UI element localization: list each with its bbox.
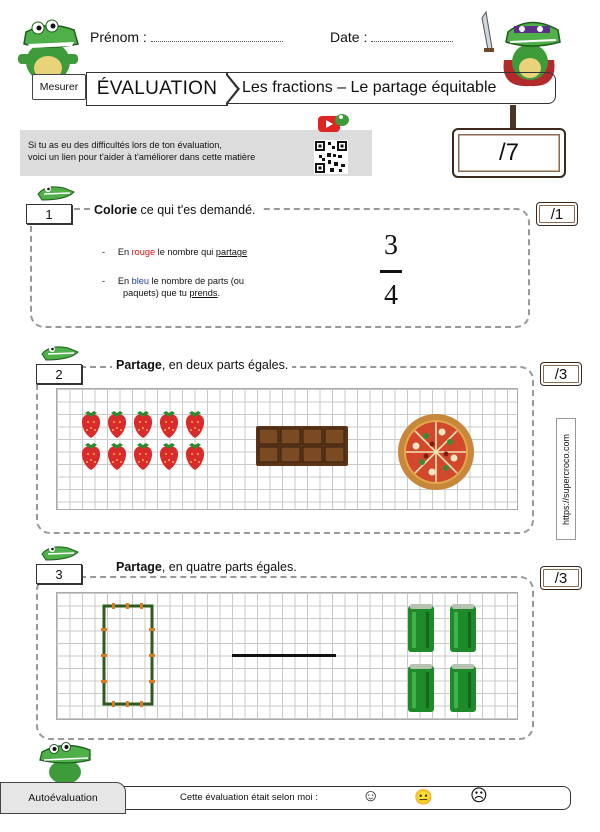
small-crocodile-icon [40,342,80,366]
strawberries-group[interactable] [80,408,210,472]
qr-code-icon[interactable] [314,140,348,174]
evaluation-subtitle [228,72,556,104]
cans-group[interactable] [404,602,484,716]
total-score-board [452,128,566,178]
self-assessment-tab: Autoévaluation [0,782,126,814]
exercise-1-title: Colorie ce qui t'es demandé. [90,203,260,217]
small-crocodile-icon [40,542,80,566]
youtube-croco-icon[interactable] [316,110,350,136]
self-assessment-question: Cette évaluation était selon moi : [180,792,318,803]
title-arrow-icon [226,72,240,106]
date-label: Date : [330,29,453,45]
small-crocodile-icon [36,182,76,206]
evaluation-title-text: ÉVALUATION [96,78,218,99]
help-line-2: voici un lien pour t'aider à t'améliorer dans cette matière [28,152,256,162]
exercise-2-title: Partage, en deux parts égales. [112,358,292,372]
exercise-3-number: 3 [36,564,82,584]
evaluation-subtitle-text: Les fractions – Le partage équitable [242,79,497,96]
exercise-1-frame [30,208,530,328]
crocodile-footer-icon [36,740,94,784]
rectangle-to-split[interactable] [96,600,160,710]
exercise-3-score: /3 [540,566,582,590]
fraction-bar [380,270,402,273]
exercise-1-number: 1 [26,204,72,224]
exercise-2-score: /3 [540,362,582,386]
total-score: /7 [498,139,519,166]
sign-post [510,105,516,130]
instruction-blue: - En bleu le nombre de parts (ou paquets) que tu prends. [102,276,244,298]
help-line-1: Si tu as eu des difficultés lors de ton évaluation, [28,140,222,150]
evaluation-title [86,72,228,106]
pizza-icon[interactable] [396,412,476,492]
website-url[interactable]: https://supercroco.com [556,418,576,540]
smiley-sad-icon[interactable]: ☹ [470,786,488,805]
smiley-happy-icon[interactable]: ☺ [362,786,380,805]
chocolate-bar-icon[interactable] [256,426,348,466]
measure-sign [32,74,86,100]
line-segment-to-split[interactable] [232,654,336,657]
exercise-2-number: 2 [36,364,82,384]
fraction-denominator[interactable]: 4 [384,280,398,311]
smiley-neutral-icon[interactable]: 😐 [414,789,433,806]
exercise-1-score: /1 [536,202,578,226]
exercise-3-title: Partage, en quatre parts égales. [112,560,301,574]
fraction-numerator[interactable]: 3 [384,230,398,261]
instruction-red: - En rouge le nombre qui partage [102,247,248,257]
sign-label: Mesurer [39,81,79,93]
first-name-label: Prénom : [90,29,283,45]
